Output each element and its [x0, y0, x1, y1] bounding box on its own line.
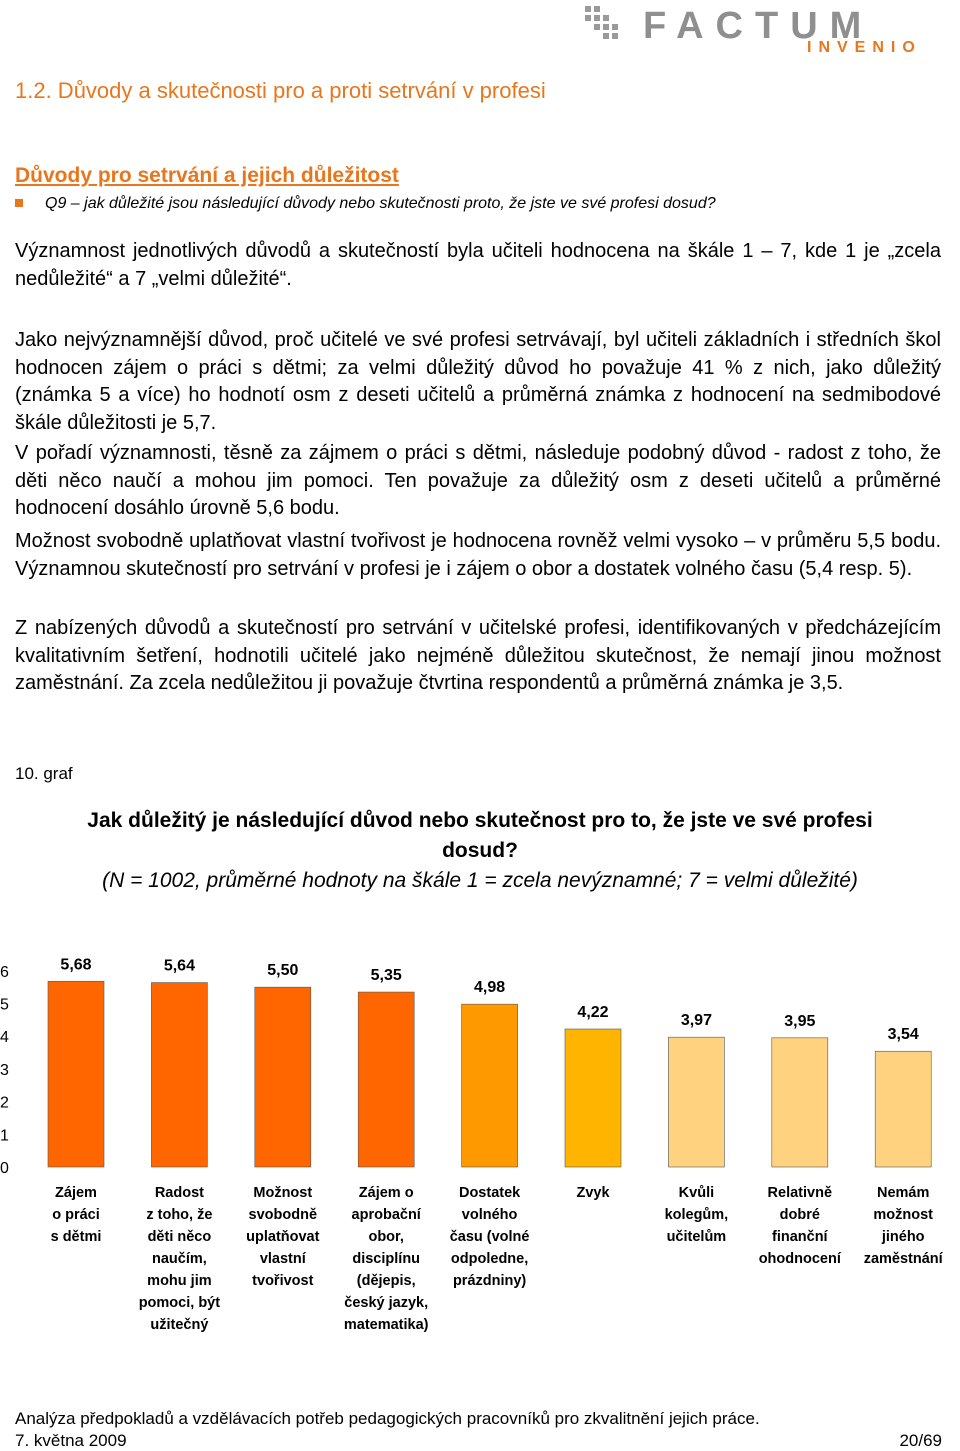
bar-value-label: 5,35: [370, 967, 402, 985]
footer-date: 7. května 2009: [15, 1431, 127, 1450]
category-label: mohu jim: [147, 1273, 212, 1289]
bar: [772, 1038, 828, 1167]
bar: [462, 1004, 518, 1167]
bar: [565, 1029, 621, 1167]
category-label: matematika): [343, 1317, 429, 1333]
y-tick-label: 3: [0, 1061, 9, 1079]
paragraph-creativity: Možnost svobodně uplatňovat vlastní tvořivost je hodnocena rovněž velmi vysoko – v průměru 5,5 bodu. Významnou skutečností pro setrvání v profesi je i zájem o obor a dostatek volného času (5,4 resp. 5).: [15, 530, 941, 580]
category-label: vlastní: [259, 1251, 306, 1267]
chart-subtitle: (N = 1002, průměrné hodnoty na škále 1 = zcela nevýznamné; 7 = velmi důležité): [102, 869, 858, 892]
category-label: český jazyk,: [344, 1295, 429, 1311]
category-label: Relativně: [767, 1185, 833, 1201]
paragraph-least-important: Z nabízených důvodů a skutečností pro setrvání v učitelské profesi, identifikovaných v předcházejícím kvalitativním šetření, hodnotili učitelé jako nejméně důležitou skutečnost, že nemají jinou možnost zaměstnání. Za zcela nedůležitou ji považuje čtvrtina respondentů a průměrná známka je 3,5.: [15, 617, 941, 694]
category-label: z toho, že: [146, 1207, 213, 1223]
category-label: Nemám: [877, 1185, 930, 1201]
bar-value-label: 3,97: [680, 1012, 712, 1030]
bar-value-label: 5,50: [267, 962, 299, 980]
logo-sub-text: INVENIO: [807, 39, 922, 54]
category-label: s dětmi: [50, 1229, 102, 1245]
category-label: svobodně: [248, 1207, 318, 1223]
category-label: finanční: [772, 1229, 828, 1245]
paragraph-scale: Významnost jednotlivých důvodů a skutečností byla učiteli hodnocena na škále 1 – 7, kde 1 je „zcela nedůležité“ a 7 „velmi důležité“.: [15, 240, 941, 290]
bar: [358, 992, 414, 1167]
category-label: učitelům: [666, 1229, 727, 1245]
category-label: tvořivost: [252, 1273, 314, 1289]
category-label: obor,: [368, 1229, 404, 1245]
question-text: Q9 – jak důležité jsou následující důvody nebo skutečnosti proto, že jste ve své profesi dosud?: [45, 195, 716, 212]
logo-main-text: FACTUM: [643, 5, 874, 47]
y-tick-label: 0: [0, 1160, 9, 1177]
category-label: disciplínu: [352, 1251, 421, 1267]
bar: [668, 1037, 724, 1167]
category-label: aprobační: [351, 1207, 421, 1223]
category-label: (dějepis,: [356, 1273, 416, 1289]
category-label: naučím,: [152, 1251, 207, 1267]
y-tick-label: 2: [0, 1094, 9, 1112]
y-tick-label: 6: [0, 963, 9, 981]
square-bullet-icon: [15, 199, 23, 207]
category-label: možnost: [873, 1207, 934, 1223]
bar-value-label: 4,22: [577, 1004, 609, 1022]
chart-title: Jak důležitý je následující důvod nebo skutečnost pro to, že jste ve své profesi dosud?: [87, 809, 873, 862]
category-label: odpoledne,: [450, 1251, 529, 1267]
y-tick-label: 5: [0, 996, 9, 1014]
category-label: Radost: [154, 1185, 204, 1201]
category-label: Kvůli: [678, 1185, 715, 1201]
paragraph-second-reason: V pořadí významnosti, těsně za zájmem o práci s dětmi, následuje podobný důvod - radost z toho, že děti něco naučí a mohou jim pomoci. Ten považuje za důležitý osm z deseti učitelů a průměrné hodnocení dosáhlo úrovně 5,6 bodu.: [15, 442, 941, 519]
factum-invenio-logo: [585, 2, 937, 54]
page-number: 20/69: [899, 1431, 942, 1450]
graph-label: 10. graf: [15, 764, 73, 783]
category-label: Zvyk: [576, 1185, 610, 1201]
category-label: prázdniny): [452, 1273, 527, 1289]
category-label: děti něco: [147, 1229, 212, 1245]
y-tick-label: 1: [0, 1127, 9, 1145]
subsection-title: Důvody pro setrvání a jejich důležitost: [15, 164, 399, 187]
bar-value-label: 3,95: [784, 1012, 816, 1030]
bar: [875, 1051, 931, 1167]
footer-title: Analýza předpokladů a vzdělávacích potřeb pedagogických pracovníků pro zkvalitnění jejich práce.: [15, 1409, 760, 1428]
category-label: užitečný: [150, 1317, 209, 1333]
bar-value-label: 3,54: [887, 1026, 919, 1044]
category-label: dobré: [779, 1207, 820, 1223]
bar: [151, 983, 207, 1167]
category-label: Zájem: [55, 1185, 97, 1201]
category-label: o práci: [52, 1207, 100, 1223]
category-label: pomoci, být: [138, 1295, 221, 1311]
category-label: zaměstnání: [863, 1251, 943, 1267]
y-tick-label: 4: [0, 1029, 9, 1047]
bar-value-label: 5,68: [60, 956, 92, 974]
category-label: Dostatek: [458, 1185, 521, 1201]
bar-value-label: 4,98: [474, 979, 506, 997]
category-label: času (volné: [449, 1229, 530, 1245]
section-title: 1.2. Důvody a skutečnosti pro a proti setrvání v profesi: [15, 78, 546, 103]
bar: [255, 987, 311, 1167]
paragraph-top-reason: Jako nejvýznamnější důvod, proč učitelé ve své profesi setrvávají, byl učiteli základních i středních škol hodnocen zájem o práci s dětmi; za velmi důležitý důvod ho považuje 41 % z nich, jako důležitý (známka 5 a více) ho hodnotí osm z deseti učitelů a průměrná známka z hodnocení na sedmibodové škále důležitosti je 5,7.: [15, 329, 941, 434]
category-label: uplatňovat: [246, 1229, 320, 1245]
category-label: Možnost: [253, 1185, 313, 1201]
bar-value-label: 5,64: [163, 957, 195, 975]
question-line: [15, 195, 716, 213]
category-label: Zájem o: [358, 1185, 414, 1201]
category-label: jiného: [881, 1229, 925, 1245]
bar: [48, 981, 104, 1167]
category-label: ohodnocení: [758, 1251, 841, 1267]
bar-chart: [0, 940, 960, 1340]
category-label: volného: [461, 1207, 518, 1223]
category-label: kolegům,: [664, 1207, 729, 1223]
